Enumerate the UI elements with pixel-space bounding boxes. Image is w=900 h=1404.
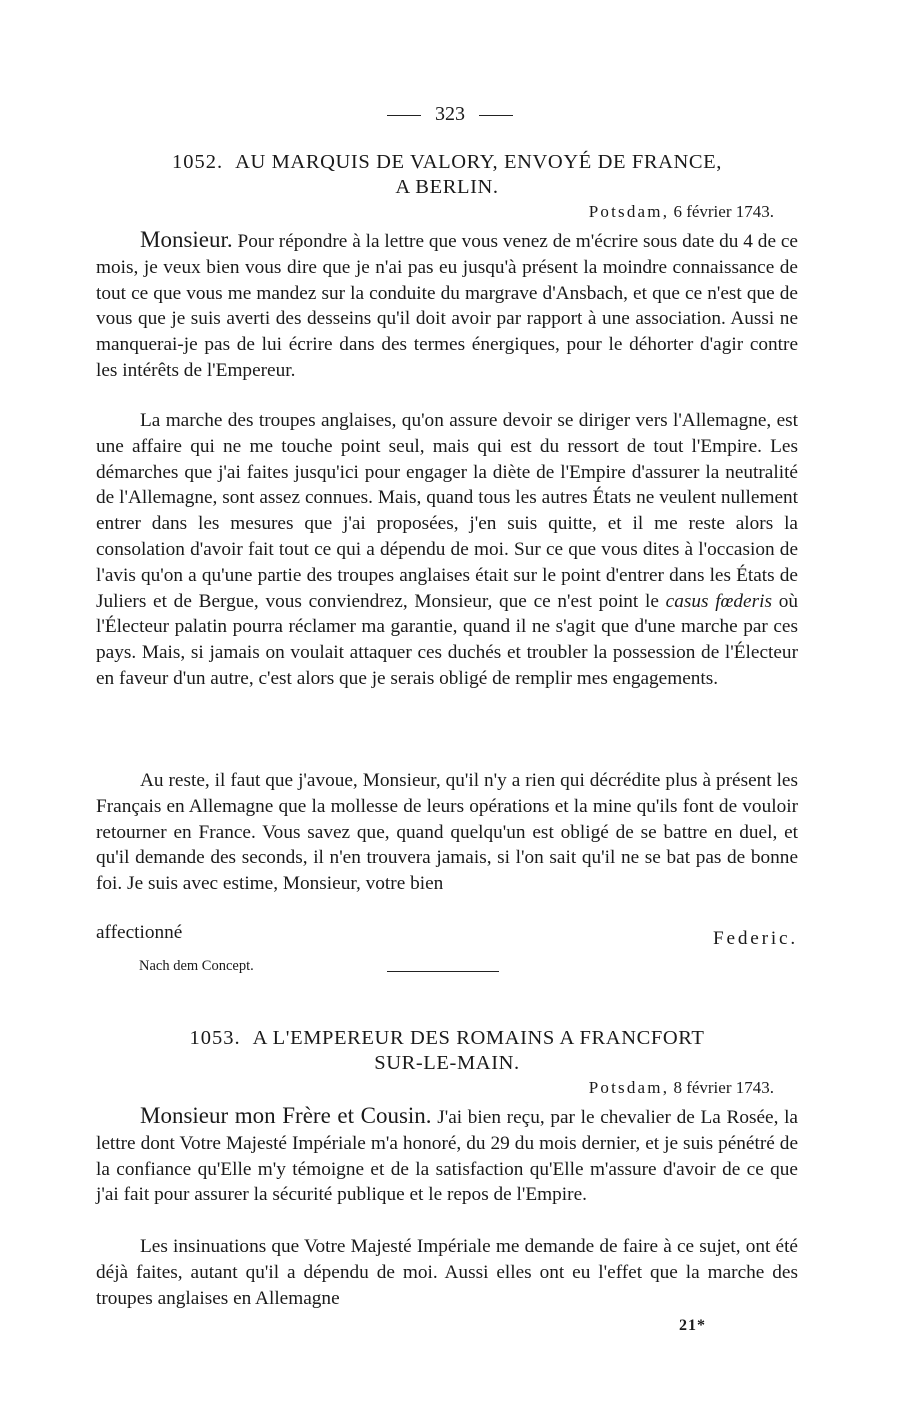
letter-paragraph: Les insinuations que Votre Majesté Impériale me demande de faire à ce sujet, ont été déjà faites, autant qu'il a dépendu de moi. Aussi elles ont eu l'effet que la marche des troupes anglaises en Allemagne <box>96 1236 798 1309</box>
letter-title-line2: SUR-LE-MAIN. <box>374 1052 520 1074</box>
letter-date: 8 février 1743. <box>673 1078 774 1097</box>
latin-term: casus fœderis <box>665 590 772 612</box>
letter-heading <box>96 1026 798 1076</box>
signature: Federic. <box>712 928 798 949</box>
letter-place: Potsdam, <box>588 202 670 221</box>
source-note: Nach dem Concept. <box>139 958 254 974</box>
letter-paragraph: Au reste, il faut que j'avoue, Monsieur, qu'il n'y a rien qui décrédite plus à présent les Français en Allemagne que la mollesse de leurs opérations et la mine qu'ils font de vouloir retourner en France. Vous savez que, quand quelqu'un est obligé de se battre en duel, et qu'il demande des seconds, il n'en trouvera jamais, si l'on sait qu'il ne se bat pas de bonne foi. Je suis avec estime, Monsieur, votre bien <box>96 770 798 895</box>
letter-dateline <box>589 202 774 222</box>
printer-signature-mark: 21* <box>679 1317 706 1334</box>
page-number-dash-right <box>479 115 513 116</box>
letter-date: 6 février 1743. <box>673 202 774 221</box>
closing: affectionné <box>96 922 183 943</box>
letter-place: Potsdam, <box>588 1078 670 1097</box>
section-divider <box>387 971 499 972</box>
letter-paragraph: Monsieur mon Frère et Cousin. J'ai bien reçu, par le chevalier de La Rosée, la lettre dont Votre Majesté Impériale m'a honoré, du 29 du mois dernier, et je suis pénétré de la confiance qu'Elle m'y témoigne et de la satisfaction qu'Elle m'assure d'avoir de ce que j'ai fait pour assurer la sécurité publique et le repos de l'Empire. <box>96 1103 798 1206</box>
page-number-dash-left <box>387 115 421 116</box>
salutation: Monsieur. <box>140 227 233 252</box>
salutation: Monsieur mon Frère et Cousin. <box>140 1103 432 1128</box>
closing-row <box>96 922 798 949</box>
page-number: 323 <box>0 103 900 126</box>
letter-title-line1: AU MARQUIS DE VALORY, ENVOYÉ DE FRANCE, <box>235 151 723 173</box>
letter-dateline <box>589 1078 774 1098</box>
letter-number: 1053. <box>189 1027 241 1049</box>
letter-paragraph: La marche des troupes anglaises, qu'on assure devoir se diriger vers l'Allemagne, est une affaire qui ne me touche point seul, mais qui est du ressort de tout l'Empire. Les démarches que j'ai faites jusqu'ici pour engager la diète de l'Empire d'assurer la neutralité de l'Allemagne, sont assez connues. Mais, quand tous les autres États ne veulent nullement entrer dans les mesures que j'ai proposées, j'en suis quitte, et il me reste alors la consolation d'avoir fait tout ce qui a dépendu de moi. Sur ce que vous dites à l'occasion de l'avis qu'on a qu'une partie des troupes anglaises était sur le point d'entrer dans les États de Juliers et de Bergue, vous conviendrez, Monsieur, que ce n'est point le casus fœderis où l'Électeur palatin pourra réclamer ma garantie, quand il ne s'agit que d'une marche par ces pays. Mais, si jamais on voulait attaquer ces duchés et troubler la possession de l'Électeur en faveur d'un autre, c'est alors que je serais obligé de remplir mes engagements. <box>96 410 798 689</box>
letter-heading <box>96 150 798 200</box>
letter-number: 1052. <box>171 151 224 173</box>
letter-paragraph: Monsieur. Pour répondre à la lettre que vous venez de m'écrire sous date du 4 de ce mois, je veux bien vous dire que je n'ai pas eu jusqu'à présent la moindre connaissance de tout ce que vous me mandez sur la conduite du margrave d'Ansbach, et que ce n'est que de vous que je suis averti des desseins qu'il doit avoir par rapport à une association. Aussi ne manquerai-je pas de lui écrire dans des termes énergiques, pour le déhorter d'agir contre les intérêts de l'Empereur. <box>96 227 798 381</box>
letter-title-line1: A L'EMPEREUR DES ROMAINS A FRANCFORT <box>252 1027 705 1049</box>
letter-title-line2: A BERLIN. <box>395 176 499 198</box>
